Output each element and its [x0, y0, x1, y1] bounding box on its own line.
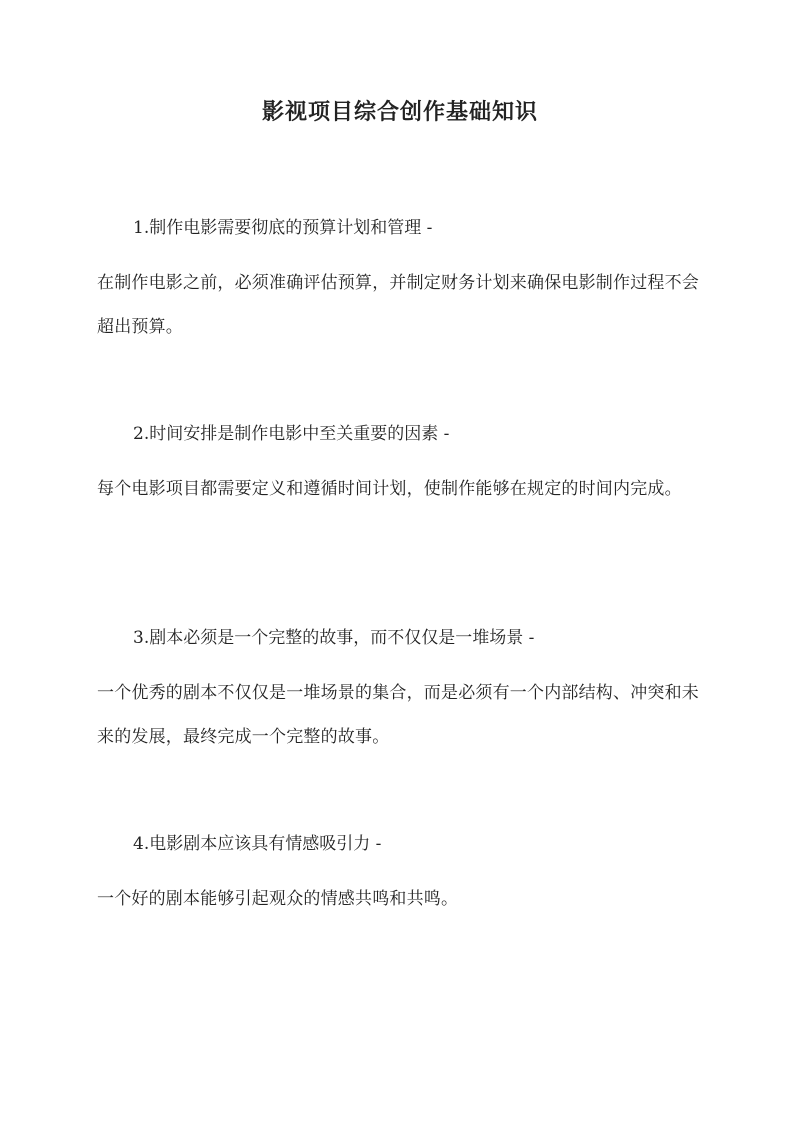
section-heading: 3.剧本必须是一个完整的故事，而不仅仅是一堆场景 - — [133, 628, 535, 648]
section-heading: 4.电影剧本应该具有情感吸引力 - — [133, 834, 382, 854]
section-body: 每个电影项目都需要定义和遵循时间计划，使制作能够在规定的时间内完成。 — [97, 479, 682, 499]
section-3 — [97, 623, 707, 759]
section-body: 一个好的剧本能够引起观众的情感共鸣和共鸣。 — [97, 889, 459, 909]
section-heading: 2.时间安排是制作电影中至关重要的因素 - — [133, 424, 450, 444]
section-1 — [97, 213, 707, 349]
section-heading: 1.制作电影需要彻底的预算计划和管理 - — [133, 218, 433, 238]
section-4 — [97, 829, 707, 921]
section-body: 在制作电影之前，必须准确评估预算，并制定财务计划来确保电影制作过程不会超出预算。 — [97, 273, 699, 337]
section-2 — [97, 419, 707, 511]
section-body: 一个优秀的剧本不仅仅是一堆场景的集合，而是必须有一个内部结构、冲突和未来的发展，最终完成一个完整的故事。 — [97, 683, 699, 747]
document-title: 影视项目综合创作基础知识 — [261, 99, 538, 125]
